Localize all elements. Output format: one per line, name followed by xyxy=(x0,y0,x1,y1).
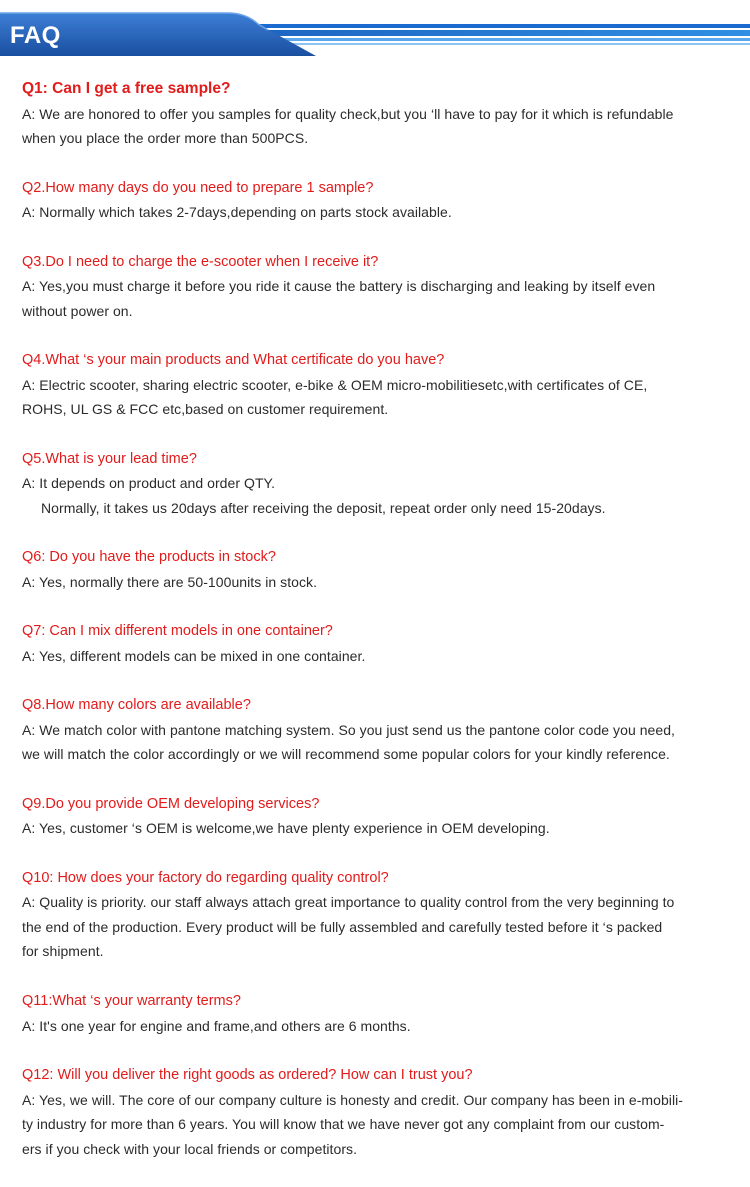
faq-answer-line: A: We match color with pantone matching system. So you just send us the pantone color code you need, xyxy=(22,721,675,738)
faq-answer-line: A: We are honored to offer you samples for quality check,but you ‘ll have to pay for it which is refundable xyxy=(22,105,674,122)
faq-answer-line: ers if you check with your local friends or competitors. xyxy=(22,1140,358,1157)
faq-item-7 xyxy=(0,619,750,693)
faq-answer-line: A: Quality is priority. our staff always attach great importance to quality control from the very beginning to xyxy=(22,894,675,911)
faq-answer-line: A: Yes, different models can be mixed in one container. xyxy=(22,647,366,664)
faq-header-banner xyxy=(0,0,750,56)
faq-answer-line: when you place the order more than 500PCS. xyxy=(22,130,309,146)
faq-title: FAQ xyxy=(10,22,61,49)
faq-answer-line: the end of the production. Every product will be fully assembled and carefully tested before it ‘s packed xyxy=(22,918,663,935)
faq-question: Q5.What is your lead time? xyxy=(22,450,197,467)
faq-item-6 xyxy=(0,545,750,619)
faq-item-2 xyxy=(0,176,750,250)
faq-answer-line: A: It depends on product and order QTY. xyxy=(22,475,276,492)
faq-answer-line: A: Yes, normally there are 50-100units in stock. xyxy=(22,573,318,590)
faq-question: Q10: How does your factory do regarding quality control? xyxy=(22,869,389,886)
faq-question: Q3.Do I need to charge the e-scooter when I receive it? xyxy=(22,253,379,270)
faq-answer-line: A: Normally which takes 2-7days,depending on parts stock available. xyxy=(22,204,452,221)
faq-answer-line: A: Electric scooter, sharing electric scooter, e-bike & OEM micro-mobilitiesetc,with certificates of CE, xyxy=(22,376,648,393)
faq-answer-line: A: Yes,you must charge it before you ride it cause the battery is discharging and leaking by itself even xyxy=(22,278,656,295)
faq-question: Q9.Do you provide OEM developing services? xyxy=(22,795,320,812)
faq-answer-line: ROHS, UL GS & FCC etc,based on customer requirement. xyxy=(22,401,389,418)
faq-item-9 xyxy=(0,792,750,866)
faq-answer-line: A: Yes, customer ‘s OEM is welcome,we have plenty experience in OEM developing. xyxy=(22,820,550,837)
faq-question: Q1: Can I get a free sample? xyxy=(22,80,231,97)
faq-question: Q11:What ‘s your warranty terms? xyxy=(22,993,241,1010)
faq-list xyxy=(0,77,750,1187)
faq-answer-line: A: Yes, we will. The core of our company culture is honesty and credit. Our company has been in e-mobili- xyxy=(22,1091,683,1108)
faq-question: Q7: Can I mix different models in one container? xyxy=(22,623,333,640)
faq-item-1 xyxy=(0,77,750,176)
faq-answer-line: ty industry for more than 6 years. You will know that we have never got any complaint from our custom- xyxy=(22,1116,665,1133)
faq-answer-line: for shipment. xyxy=(22,943,104,960)
faq-answer-line: A: It's one year for engine and frame,and others are 6 months. xyxy=(22,1017,411,1034)
faq-answer-line: Normally, it takes us 20days after receiving the deposit, repeat order only need 15-20days. xyxy=(41,499,606,516)
faq-question: Q2.How many days do you need to prepare 1 sample? xyxy=(22,179,374,196)
faq-answer-line: we will match the color accordingly or we will recommend some popular colors for your kindly reference. xyxy=(22,746,670,763)
faq-item-4 xyxy=(0,348,750,447)
faq-item-8 xyxy=(0,693,750,792)
faq-item-12 xyxy=(0,1063,750,1187)
faq-item-5 xyxy=(0,447,750,546)
faq-item-11 xyxy=(0,989,750,1063)
faq-answer-line: without power on. xyxy=(22,302,133,319)
faq-question: Q8.How many colors are available? xyxy=(22,697,251,714)
faq-question: Q6: Do you have the products in stock? xyxy=(22,549,276,566)
faq-question: Q12: Will you deliver the right goods as ordered? How can I trust you? xyxy=(22,1067,473,1084)
faq-question: Q4.What ‘s your main products and What certificate do you have? xyxy=(22,352,445,369)
banner-graphic xyxy=(0,0,750,56)
faq-item-3 xyxy=(0,250,750,349)
faq-item-10 xyxy=(0,866,750,990)
